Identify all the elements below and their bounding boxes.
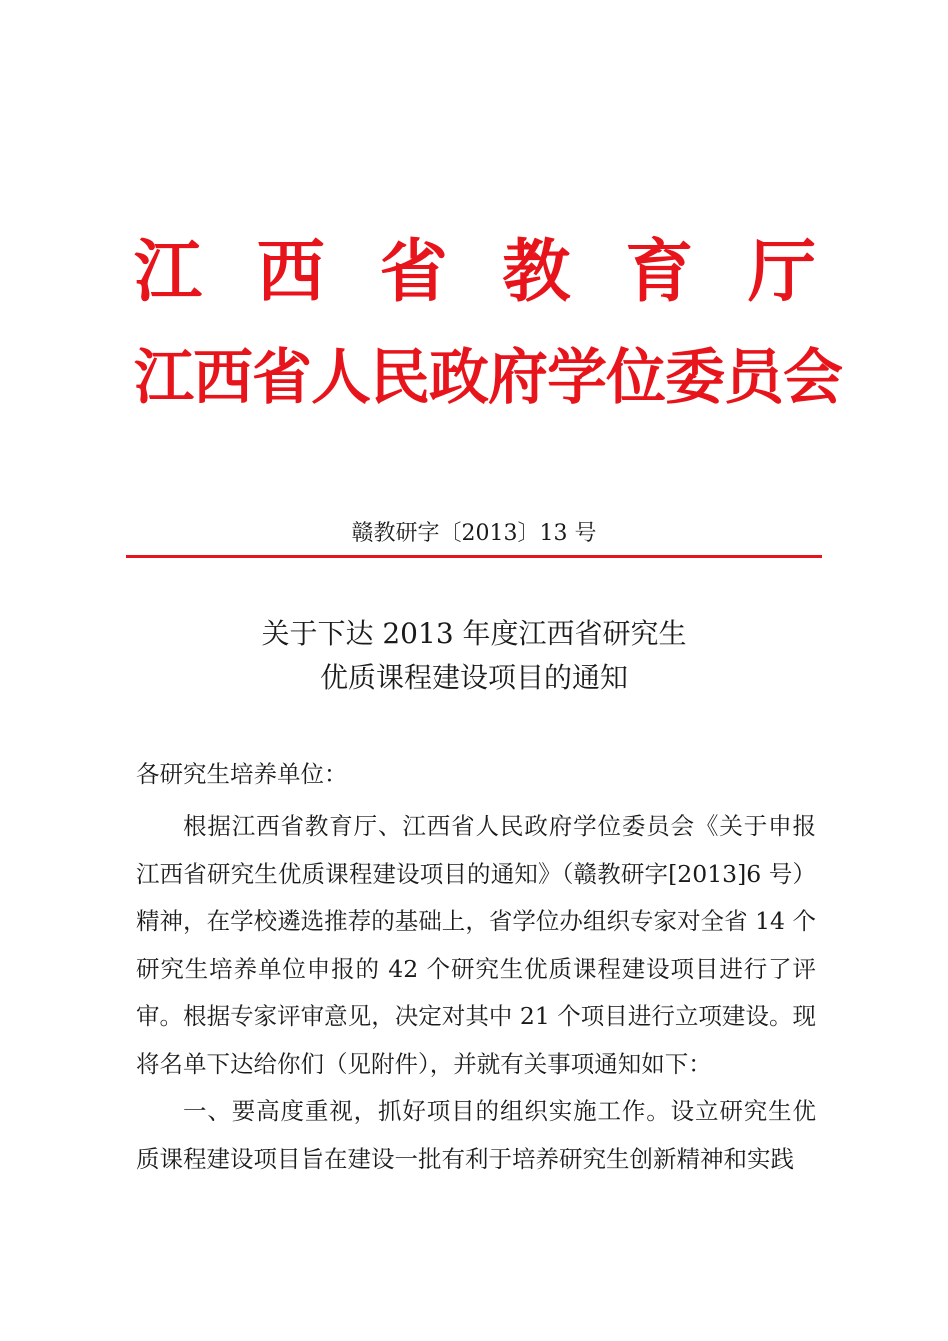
body-paragraph: 根据江西省教育厅、江西省人民政府学位委员会《关于申报江西省研究生优质课程建设项目的通知》（赣教研字[2013]6 号）精神，在学校遴选推荐的基础上，省学位办组织专家对全省 14 个研究生培养单位申报的 42 个研究生优质课程建设项目进行了评审。根据专家评审意见，决定对其中 21 个项目进行立项建设。现将名单下达给你们（见附件），并就有关事项通知如下： <box>136 812 816 1078</box>
issuer-char: 省 <box>379 232 448 312</box>
red-divider-line <box>126 555 822 558</box>
document-title-line-2: 优质课程建设项目的通知 <box>319 661 628 694</box>
issuer-name-line-1 <box>134 232 816 312</box>
body-paragraph: 一、要高度重视，抓好项目的组织实施工作。设立研究生优质课程建设项目旨在建设一批有利于培养研究生创新精神和实践 <box>136 1097 816 1173</box>
issuer-char: 江 <box>134 232 203 312</box>
document-number: 赣教研字〔2013〕13 号 <box>351 521 597 546</box>
issuer-char: 育 <box>625 232 694 312</box>
issuer-char: 西 <box>256 232 325 312</box>
document-title-line-1: 关于下达 2013 年度江西省研究生 <box>261 617 687 650</box>
issuer-char: 厅 <box>747 232 816 312</box>
issuer-name-line-2: 江西省人民政府学位委员会 <box>134 343 842 413</box>
salutation: 各研究生培养单位： <box>136 760 348 788</box>
issuer-char: 教 <box>502 232 571 312</box>
